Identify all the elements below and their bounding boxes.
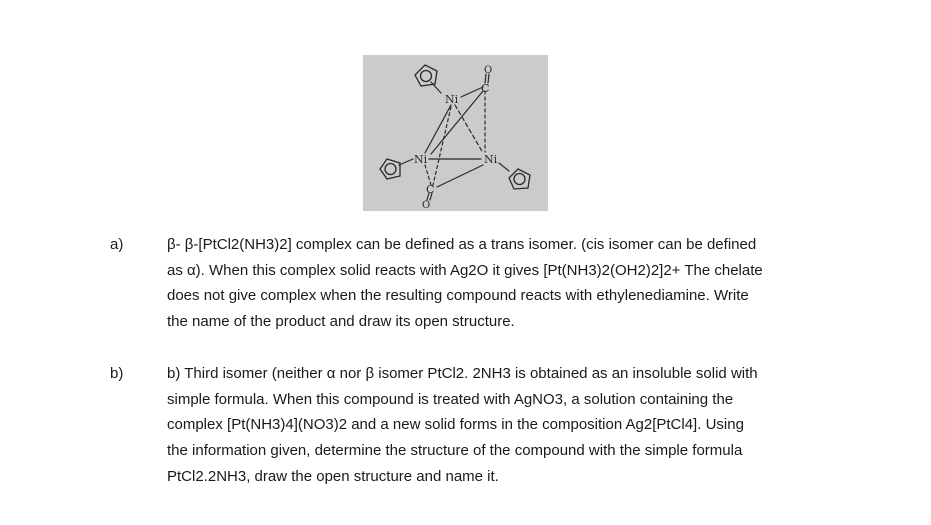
- question-a-line: the name of the product and draw its open structure.: [167, 313, 515, 331]
- question-b-line: b) Third isomer (neither α nor β isomer PtCl2. 2NH3 is obtained as an insoluble solid with: [167, 365, 758, 382]
- question-a-line: does not give complex when the resulting compound reacts with ethylenediamine. Write: [167, 287, 749, 305]
- ni-cp-link-left: [399, 159, 413, 165]
- ni-cp-link-right: [499, 163, 509, 171]
- question-b-line: complex [Pt(NH3)4](NO3)2 and a new solid forms in the composition Ag2[PtCl4]. Using: [167, 416, 744, 434]
- ni-atom-right: Ni: [484, 153, 498, 166]
- nickel-cluster-diagram: [363, 55, 548, 211]
- question-b-line: PtCl2.2NH3, draw the open structure and name it.: [167, 467, 499, 485]
- carbon-atom-top: C: [481, 82, 490, 95]
- cyclopentadienyl-ring-right: [509, 169, 530, 189]
- cyclopentadienyl-ring-top: [415, 65, 437, 86]
- question-a-line: β- β-[PtCl2(NH3)2] complex can be defined as a trans isomer. (cis isomer can be defined: [167, 236, 757, 253]
- ni-ni-bond-top-right: [455, 105, 483, 153]
- oxygen-atom-bottom: O: [422, 200, 431, 211]
- mu-co-bottom-to-top-ni: [433, 107, 451, 185]
- nickel-cluster-structure-figure: [363, 55, 548, 211]
- oxygen-atom-top: O: [484, 65, 493, 76]
- mu-co-bottom-to-right-ni: [437, 165, 483, 187]
- question-b-text: [167, 361, 839, 490]
- question-b-line: the information given, determine the structure of the compound with the simple formula: [167, 442, 743, 460]
- ni-atom-left: Ni: [414, 153, 428, 166]
- question-a-line: as α). When this complex solid reacts with Ag2O it gives [Pt(NH3)2(OH2)2]2+ The chelate: [167, 261, 763, 279]
- carbon-atom-bottom: C: [426, 183, 435, 196]
- ni-atom-top: Ni: [445, 93, 459, 106]
- question-b-line: simple formula. When this compound is treated with AgNO3, a solution containing the: [167, 390, 734, 408]
- ni-c-bond-bottom: [425, 165, 431, 185]
- question-a-label: a): [110, 236, 124, 253]
- ni-cp-link-top: [431, 82, 441, 93]
- question-a-text: [167, 232, 839, 335]
- cyclopentadienyl-ring-left: [380, 159, 400, 179]
- question-b-label: b): [110, 365, 124, 382]
